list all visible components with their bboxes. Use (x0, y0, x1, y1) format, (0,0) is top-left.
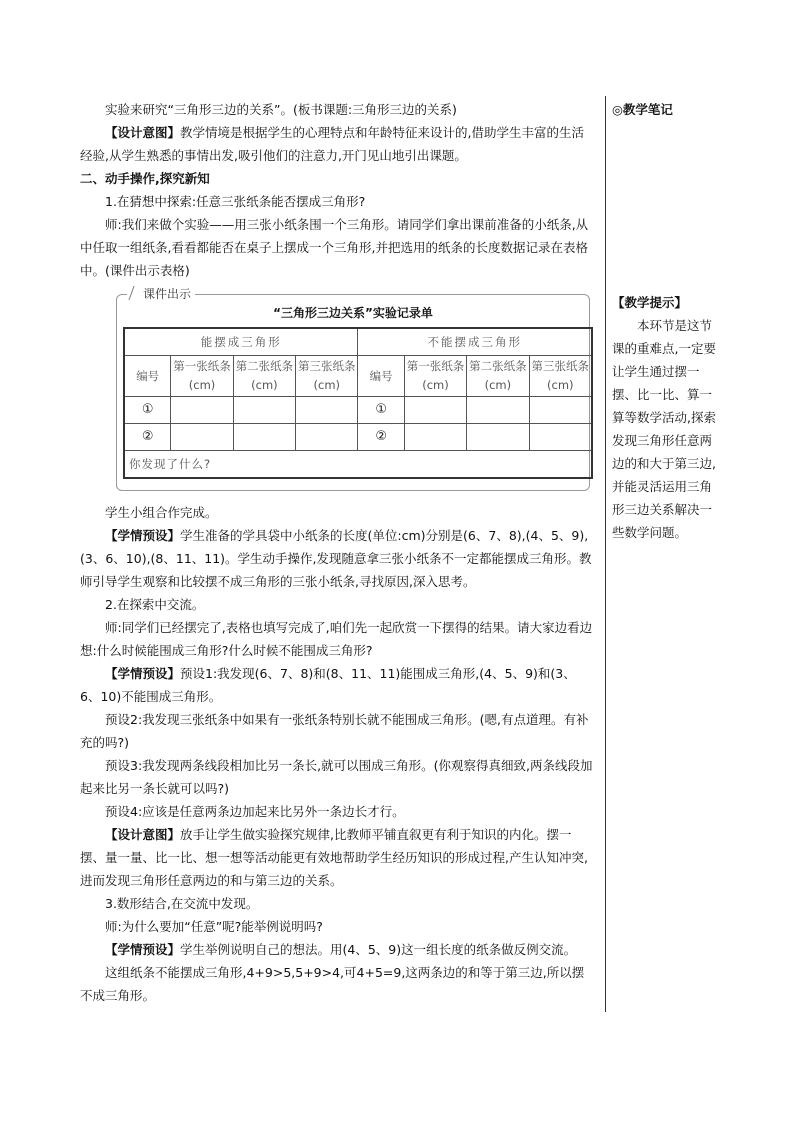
cell (404, 424, 466, 451)
cell (233, 397, 295, 424)
paragraph: 预设4:应该是任意两条边加起来比另外一条边长才行。 (105, 804, 405, 819)
tab-slash-icon (128, 286, 142, 300)
col-1: 第一张纸条(cm) (171, 356, 233, 397)
row-number: ① (124, 397, 171, 424)
table-head-row (124, 328, 592, 356)
cell (296, 424, 358, 451)
record-sheet-title: “三角形三边关系”实验记录单 (273, 306, 433, 320)
learning-presupposition-3 (80, 938, 596, 961)
courseware-box (116, 287, 590, 491)
paragraph: 师:我们来做个实验——用三张小纸条围一个三角形。请同学们拿出课前准备的小纸条,从中任取一组纸条,看看都能否在桌子上摆成一个三角形,并把选用的纸条的长度数据记录在表格中。(课件出示表格) (80, 217, 589, 278)
paragraph: 这组纸条不能摆成三角形,4+9>5,5+9>4,可4+5=9,这两条边的和等于第三边,所以摆不成三角形。 (80, 965, 585, 1003)
row-number: ② (358, 424, 404, 451)
cell (404, 397, 466, 424)
paragraph: 师:为什么要加“任意”呢?能举例说明吗? (105, 919, 323, 934)
column-divider (605, 96, 606, 1012)
presupposition-tag: 【学情预设】 (105, 666, 181, 681)
col-1: 第一张纸条(cm) (404, 356, 466, 397)
courseware-tab (127, 285, 195, 303)
paragraph: 实验来研究“三角形三边的关系”。(板书课题:三角形三边的关系) (105, 102, 457, 117)
teaching-hint-title: 【教学提示】 (612, 295, 688, 310)
presupposition-tag: 【学情预设】 (105, 942, 181, 957)
teaching-notes-title: ◎教学笔记 (612, 102, 673, 117)
cell (233, 424, 295, 451)
design-intent-text: 放手让学生做实验探究规律,比教师平铺直叙更有利于知识的内化。摆一摆、量一量、比一比、想一想等活动能更有效地帮助学生经历知识的形成过程,产生认知冲突,进而发现三角形任意两边的和与第三边的关系。 (80, 827, 588, 888)
row-number: ② (124, 424, 171, 451)
section-heading: 二、动手操作,探究新知 (80, 171, 210, 186)
design-intent-tag: 【设计意图】 (105, 125, 181, 140)
table-subhead-row (124, 356, 592, 397)
paragraph: 学生小组合作完成。 (105, 505, 218, 520)
presupposition-text: 学生准备的学具袋中小纸条的长度(单位:cm)分别是(6、7、8),(4、5、9),(3、6、10),(8、11、11)。学生动手操作,发现随意拿三张小纸条不一定都能摆成三角形。教师引导学生观察和比较摆不成三角形的三张小纸条,寻找原因,深入思考。 (80, 528, 592, 589)
col-3: 第三张纸条(cm) (529, 356, 592, 397)
paragraph: 师:同学们已经摆完了,表格也填写完成了,咱们先一起欣赏一下摆得的结果。请大家边看边想:什么时候能围成三角形?什么时候不能围成三角形? (80, 620, 593, 658)
col-2: 第二张纸条(cm) (467, 356, 529, 397)
teaching-hint-body: 本环节是这节课的重难点,一定要让学生通过摆一摆、比一比、算一算等数学活动,探索发现三角形任意两边的和大于第三边,并能灵活运用三角形三边关系解决一些数学问题。 (612, 318, 716, 540)
design-intent-tag: 【设计意图】 (105, 827, 181, 842)
presupposition-text: 学生举例说明自己的想法。用(4、5、9)这一组长度的纸条做反例交流。 (180, 942, 577, 957)
step-3: 3.数形结合,在交流中发现。 (105, 896, 259, 911)
cell (529, 397, 592, 424)
learning-presupposition-2 (80, 662, 596, 708)
record-table (123, 327, 593, 479)
paragraph: 预设3:我发现两条线段相加比另一条长,就可以围成三角形。(你观察得真细致,两条线段加起来比另一条长就可以吗?) (80, 758, 593, 796)
cell (529, 424, 592, 451)
table-row (124, 397, 592, 424)
cell (467, 397, 529, 424)
right-head: 不能摆成三角形 (358, 328, 592, 356)
design-intent-1 (80, 121, 596, 167)
presupposition-tag: 【学情预设】 (105, 528, 181, 543)
left-head: 能摆成三角形 (124, 328, 358, 356)
design-intent-text: 教学情境是根据学生的心理特点和年龄特征来设计的,借助学生丰富的生活经验,从学生熟悉的事情出发,吸引他们的注意力,开门见山地引出课题。 (80, 125, 584, 163)
col-num: 编号 (358, 356, 404, 397)
main-content (80, 98, 596, 1007)
presupposition-text: 预设1:我发现(6、7、8)和(8、11、11)能围成三角形,(4、5、9)和(3、6、10)不能围成三角形。 (80, 666, 576, 704)
question-cell: 你发现了什么? (124, 451, 592, 479)
cell (296, 397, 358, 424)
row-number: ① (358, 397, 404, 424)
design-intent-2 (80, 823, 596, 892)
learning-presupposition-1 (80, 524, 596, 593)
cell (467, 424, 529, 451)
question-row (124, 451, 592, 479)
table-row (124, 424, 592, 451)
col-2: 第二张纸条(cm) (233, 356, 295, 397)
side-column (612, 98, 716, 544)
col-3: 第三张纸条(cm) (296, 356, 358, 397)
cell (171, 397, 233, 424)
col-num: 编号 (124, 356, 171, 397)
step-1: 1.在猜想中探索:任意三张纸条能否摆成三角形? (105, 194, 366, 209)
paragraph: 预设2:我发现三张纸条中如果有一张纸条特别长就不能围成三角形。(嗯,有点道理。有补充的吗?) (80, 712, 589, 750)
courseware-tab-label: 课件出示 (143, 287, 192, 301)
cell (171, 424, 233, 451)
step-2: 2.在探索中交流。 (105, 597, 205, 612)
